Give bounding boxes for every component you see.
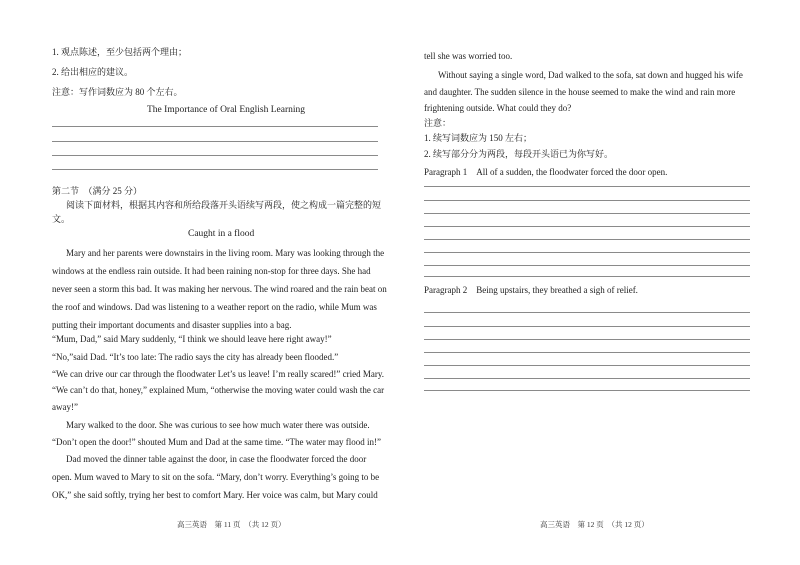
instructions-line-2: 文。: [52, 214, 71, 224]
story-line: “Mum, Dad,” said Mary suddenly, “I think we should leave here right away!”: [52, 334, 332, 344]
page-footer: 高三英语 第 11 页 （共 12 页）: [177, 520, 286, 529]
story-line: away!”: [52, 402, 78, 412]
writing-line: [424, 339, 750, 340]
story-line: the roof and windows. Dad was listening to a weather report on the radio, while Mum was: [52, 302, 377, 312]
paragraph-2-prompt: Paragraph 2 Being upstairs, they breathed a sigh of relief.: [424, 285, 638, 295]
writing-line: [424, 200, 750, 201]
writing-line: [424, 213, 750, 214]
writing-line: [424, 326, 750, 327]
story-line: open. Mum waved to Mary to sit on the sofa. “Mary, don’t worry. Everything’s going to be: [52, 472, 380, 482]
writing-line: [424, 352, 750, 353]
writing-line: [424, 276, 750, 277]
requirement-2: 2. 给出相应的建议。: [52, 67, 134, 77]
requirement-1: 1. 观点陈述，至少包括两个理由；: [52, 47, 188, 57]
section-header: 第二节 （满分 25 分）: [52, 186, 143, 196]
note-1: 1. 续写词数应为 150 左右；: [424, 133, 533, 143]
story-title: Caught in a flood: [188, 229, 255, 239]
story-line: “Don’t open the door!” shouted Mum and Dad at the same time. “The water may flood in!”: [52, 437, 381, 447]
writing-line: [424, 365, 750, 366]
writing-line: [52, 141, 378, 142]
story-line: frightening outside. What could they do?: [424, 103, 572, 113]
page-footer: 高三英语 第 12 页 （共 12 页）: [540, 520, 649, 529]
story-line: never seen a storm this bad. It was making her nervous. The wind roared and the rain beat on: [52, 284, 387, 294]
writing-line: [424, 226, 750, 227]
writing-line: [424, 312, 750, 313]
writing-line: [424, 186, 750, 187]
story-line: Mary walked to the door. She was curious to see how much water there was outside.: [66, 420, 370, 430]
writing-line: [424, 378, 750, 379]
story-line: tell she was worried too.: [424, 51, 513, 61]
story-line: OK,” she said softly, trying her best to comfort Mary. Her voice was calm, but Mary could: [52, 490, 378, 500]
instructions-line-1: 阅读下面材料，根据其内容和所给段落开头语续写两段，使之构成一篇完整的短: [66, 200, 382, 210]
note-title: 注意：: [424, 118, 452, 128]
paragraph-1-prompt: Paragraph 1 All of a sudden, the floodwater forced the door open.: [424, 167, 668, 177]
story-line: “We can drive our car through the floodwater Let’s us leave! I’m really scared!” cried Mary.: [52, 369, 385, 379]
story-line: and daughter. The sudden silence in the house seemed to make the wind and rain more: [424, 87, 736, 97]
story-line: “No,”said Dad. “It’s too late: The radio says the city has already been flooded.”: [52, 352, 339, 362]
writing-line: [52, 169, 378, 170]
writing-line: [424, 252, 750, 253]
word-count-note: 注意：写作词数应为 80 个左右。: [52, 87, 183, 97]
writing-line: [52, 155, 378, 156]
writing-line: [424, 265, 750, 266]
note-2: 2. 续写部分分为两段，每段开头语已为你写好。: [424, 149, 614, 159]
story-line: Dad moved the dinner table against the door, in case the floodwater forced the door: [66, 454, 367, 464]
writing-line: [52, 126, 378, 127]
story-line: Mary and her parents were downstairs in the living room. Mary was looking through the: [66, 248, 385, 258]
story-line: “We can’t do that, honey,” explained Mum, “otherwise the moving water could wash the car: [52, 385, 385, 395]
writing-line: [424, 390, 750, 391]
essay-title: The Importance of Oral English Learning: [147, 105, 306, 115]
story-line: windows at the endless rain outside. It had been raining non-stop for three days. She had: [52, 266, 371, 276]
writing-line: [424, 239, 750, 240]
story-line: Without saying a single word, Dad walked to the sofa, sat down and hugged his wife: [438, 70, 743, 80]
story-line: putting their important documents and disaster supplies into a bag.: [52, 320, 292, 330]
